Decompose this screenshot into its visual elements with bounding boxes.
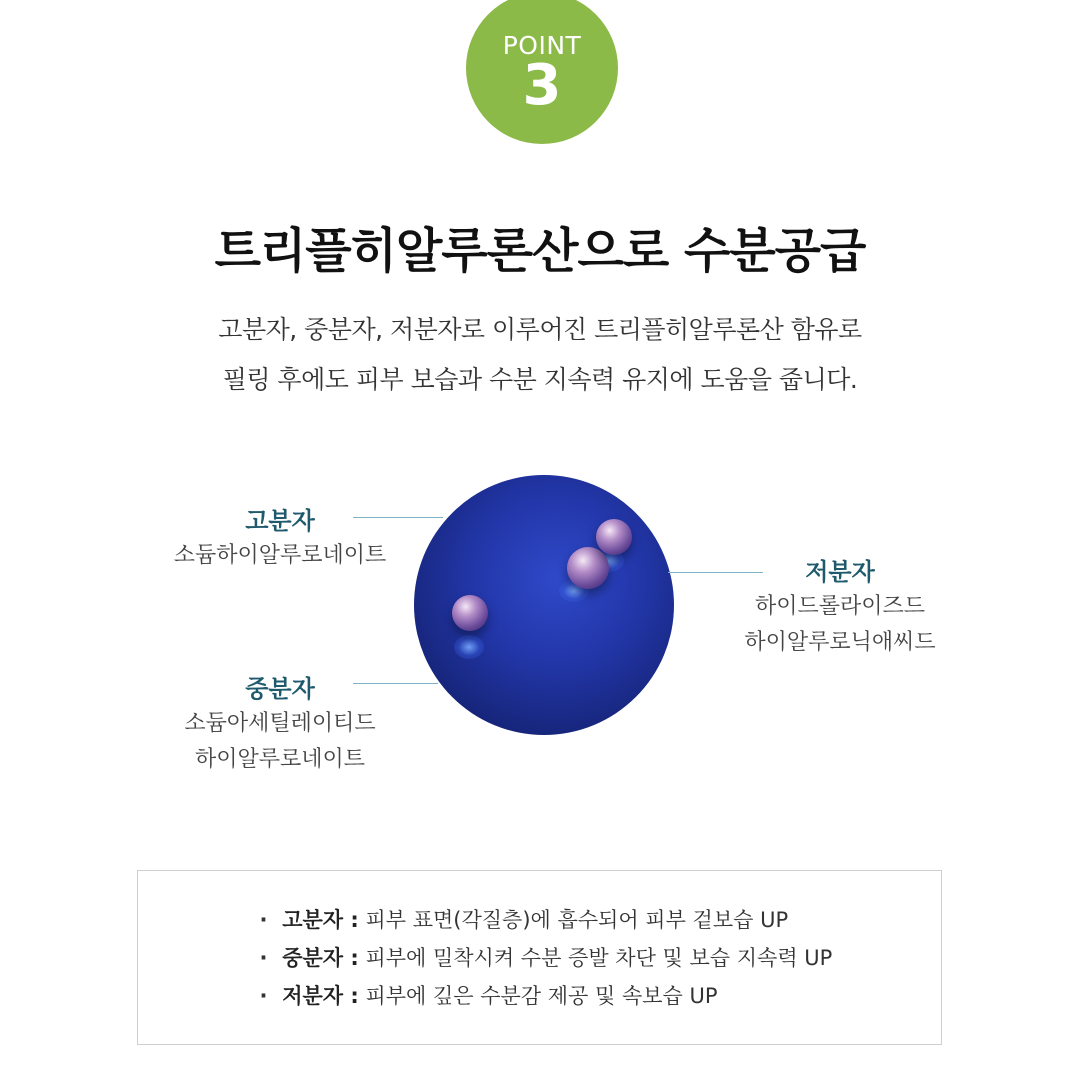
badge-point-text: POINT (502, 30, 582, 60)
info-row (260, 901, 820, 939)
label-low-sub-2: 하이알루로닉애씨드 (744, 630, 936, 655)
description (0, 305, 1080, 405)
label-mid-heading: 중분자 (245, 675, 315, 703)
label-low-sub-1: 하이드롤라이즈드 (754, 594, 926, 619)
label-low-heading: 저분자 (805, 558, 875, 586)
water-droplet (452, 595, 488, 631)
label-mid-sub-2: 하이알루로네이트 (194, 747, 366, 772)
info-row (259, 939, 833, 977)
bullet: · (259, 983, 268, 1008)
label-mid-molecular (150, 672, 410, 778)
info-box (137, 870, 942, 1045)
info-row-name: 저분자 : (282, 983, 359, 1008)
info-row-text: 피부 표면(각질층)에 흡수되어 피부 겉보습 UP (365, 907, 789, 932)
info-row (260, 977, 820, 1015)
badge-number: 3 (522, 52, 562, 118)
bullet: · (259, 945, 268, 970)
label-low-molecular (705, 555, 975, 661)
info-row-name: 고분자 : (282, 907, 359, 932)
point-badge (466, 0, 618, 144)
info-row-text: 피부에 깊은 수분감 제공 및 속보습 UP (365, 983, 718, 1008)
label-high-heading: 고분자 (245, 507, 315, 535)
label-high-molecular (150, 504, 410, 574)
hyaluronic-sphere-image (414, 475, 674, 735)
description-line-1: 고분자, 중분자, 저분자로 이루어진 트리플히알루론산 함유로 (218, 315, 862, 344)
label-high-sub: 소듐하이알루로네이트 (173, 543, 387, 568)
info-row-name: 중분자 : (282, 945, 359, 970)
drop-glow (454, 635, 484, 659)
description-line-2: 필링 후에도 피부 보습과 수분 지속력 유지에 도움을 줍니다. (222, 365, 858, 394)
bullet: · (259, 907, 268, 932)
water-droplet (567, 547, 609, 589)
label-mid-sub-1: 소듐아세틸레이티드 (184, 711, 376, 736)
page-title: 트리플히알루론산으로 수분공급 (214, 223, 866, 279)
info-row-text: 피부에 밀착시켜 수분 증발 차단 및 보습 지속력 UP (365, 945, 833, 970)
water-droplet (596, 519, 632, 555)
